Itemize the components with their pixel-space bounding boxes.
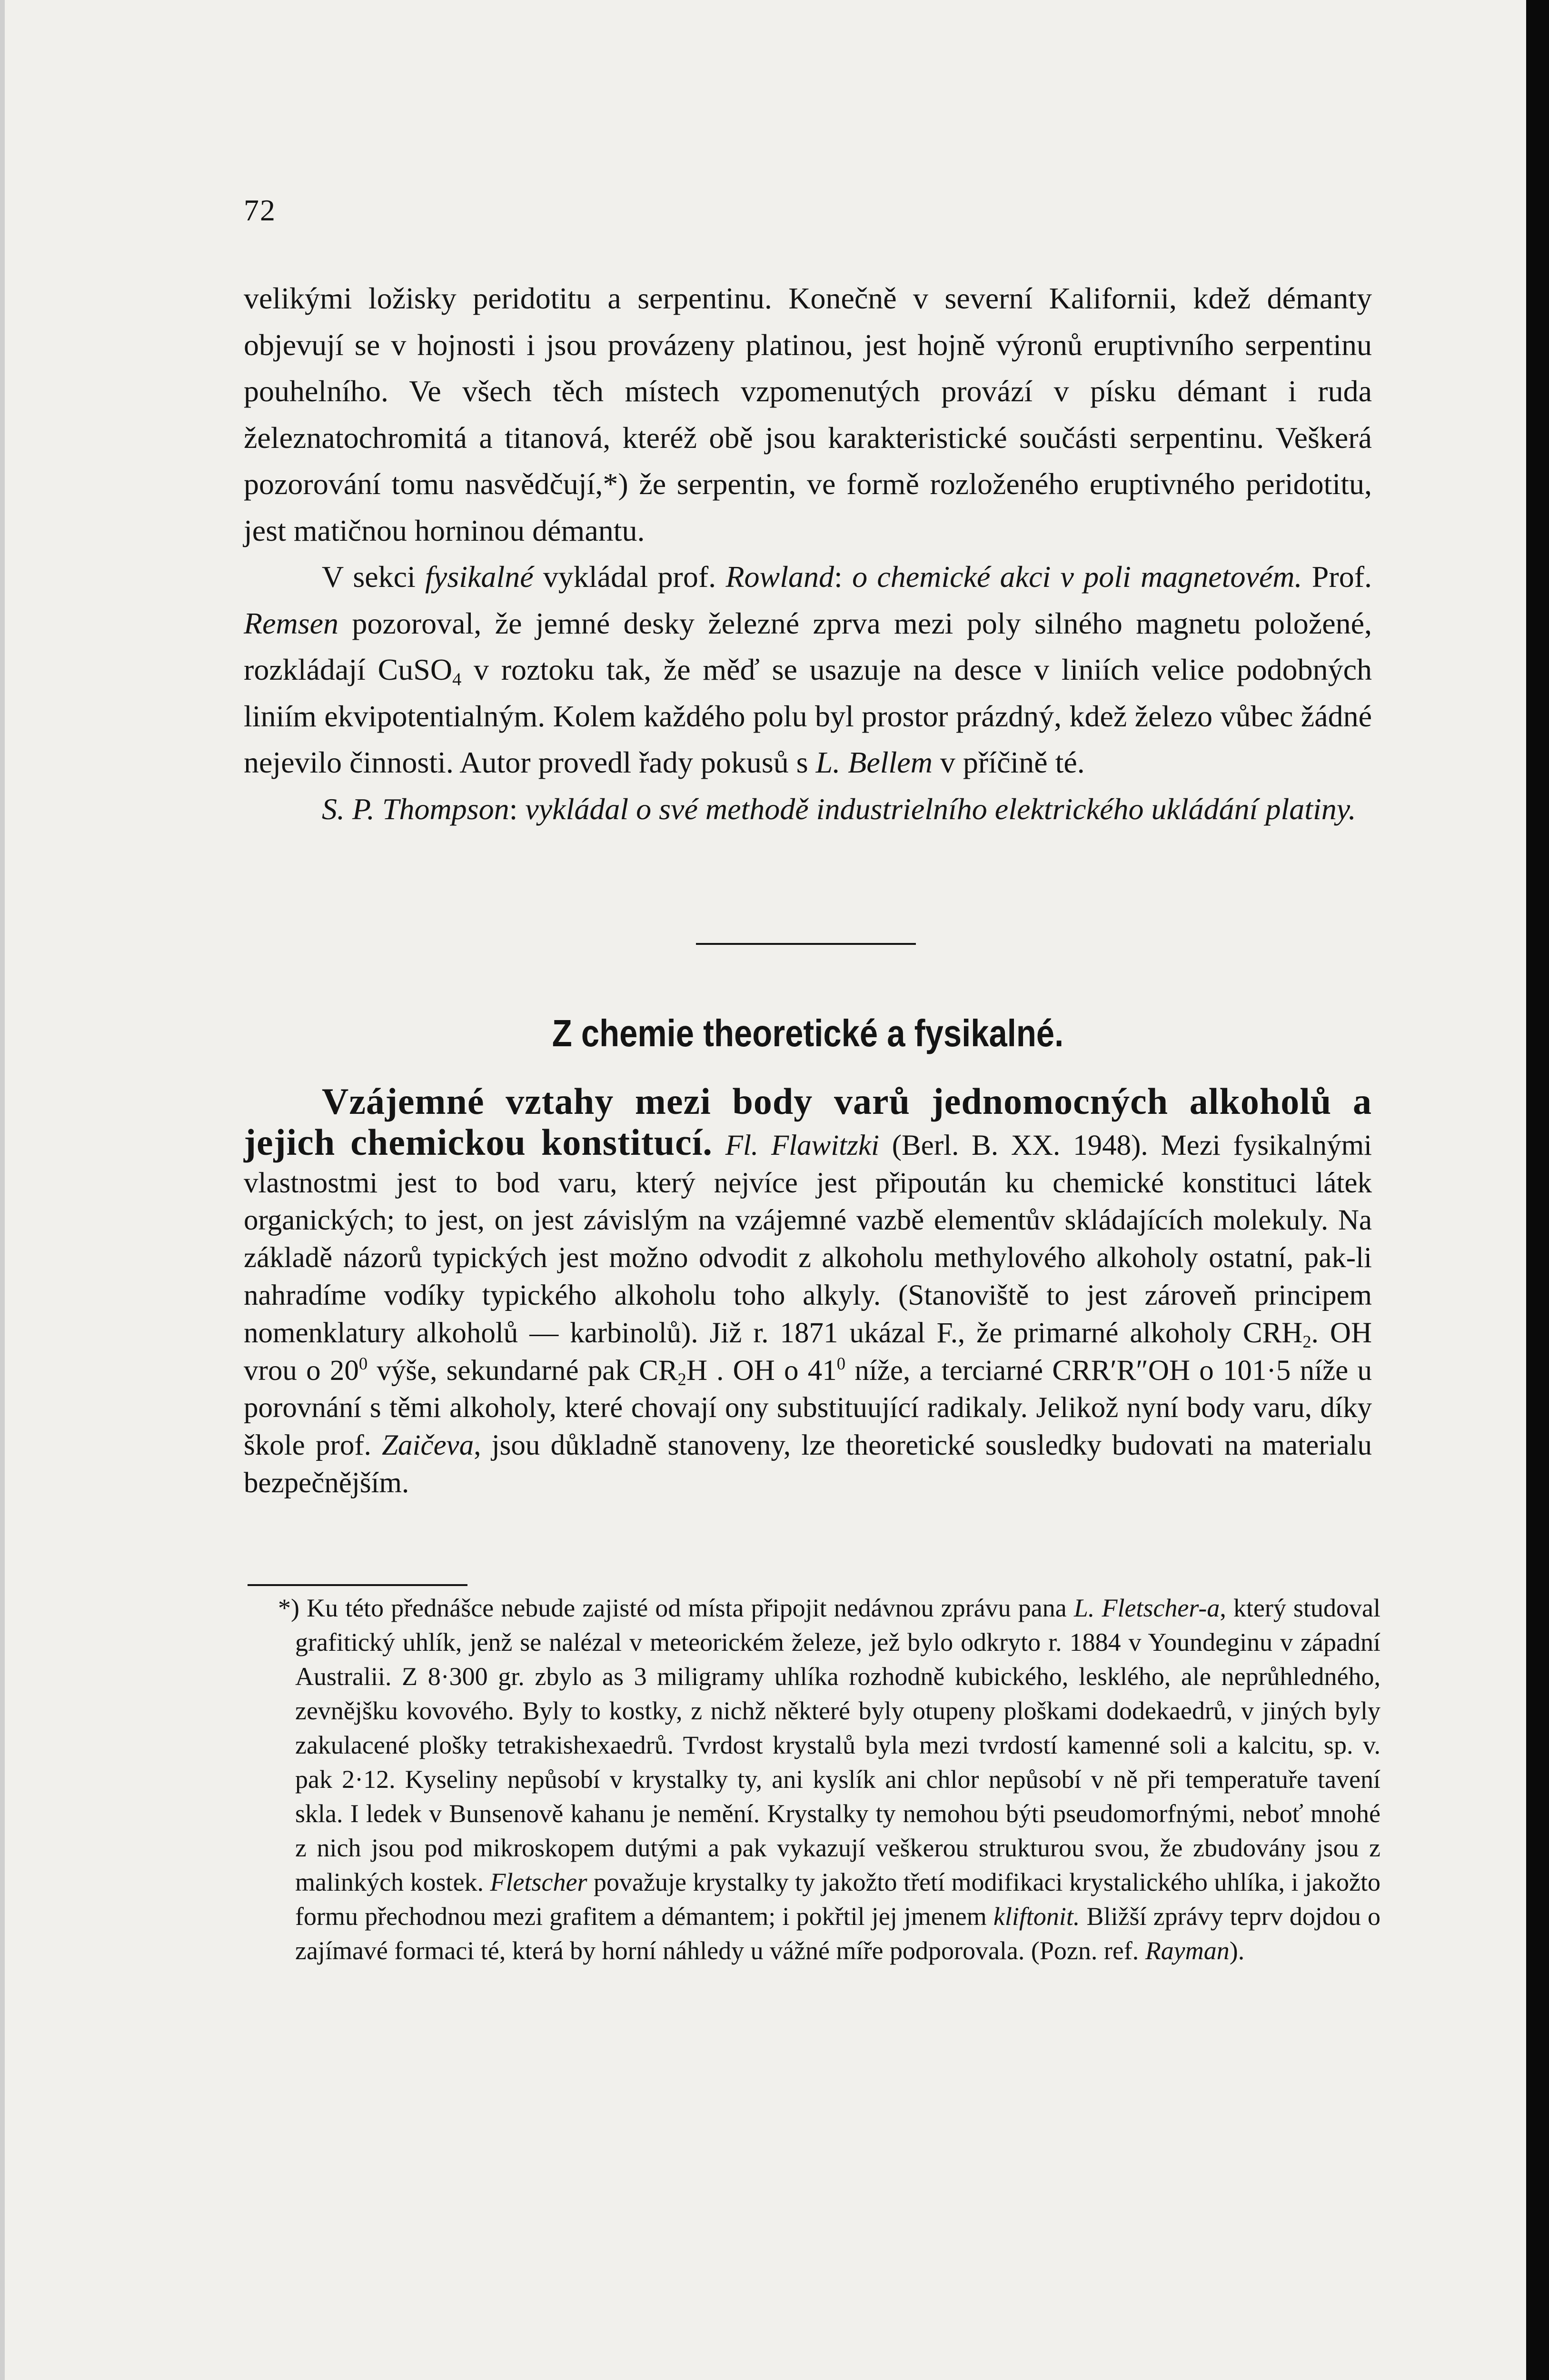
- page-number: 72: [244, 193, 276, 227]
- paragraph-serpentine: velikými ložisky peridotitu a serpentinu. Konečně v severní Kalifornii, kdež démanty objevují se v hojnosti i jsou provázeny platinou, jest hojně výronů eruptivního serpentinu pouhelního. Ve všech těch místech vzpomenutých provází v písku démant i ruda železnatochromitá a titanová, kteréž obě jsou karakteristické součásti serpentinu. Veškerá pozorování tomu nasvědčují,*) že serpentin, ve formě rozloženého eruptivného peridotitu, jest matičnou horninou démantu.: [244, 281, 1372, 547]
- paragraph-thompson: S. P. Thompson: vykládal o své methodě industrielního elektrického ukládání platiny.: [322, 792, 1356, 826]
- footnote-paragraph: *) Ku této přednášce nebude zajisté od místa připojit nedávnou zprávu pana L. Fletscher-a, který studoval grafitický uhlík, jenž se nalézal v meteorickém železe, jež bylo odkryto r. 1884 v Youndeginu v západní Australii. Z 8·300 gr. zbylo as 3 miligramy uhlíka rozhodně kubického, lesklého, ale neprůhledného, zevnějšku kovového. Byly to kostky, z nichž některé byly otupeny ploškami dodekaedrů, v jiných byly zakulacené plošky tetrakishexaedrů. Tvrdost krystalů byla mezi tvrdostí kamenné soli a kalcitu, sp. v. pak 2·12. Kyseliny nepůsobí v krystalky ty, ani kyslík ani chlor nepůsobí v ně při temperatuře tavení skla. I ledek v Bunsenově kahanu je nemění. Krystalky ty nemohou býti pseudomorfnými, neboť mnohé z nich jsou pod mikroskopem dutými a pak vykazují veškerou strukturou svou, že zbudovány jsou z malinkých kostek. Fletscher považuje krystalky ty jakožto třetí modifikaci krystalického uhlíka, i jakožto formu přechodnou mezi grafitem a démantem; i pokřtil jej jmenem kliftonit. Bližší zprávy teprv dojdou o zajímavé formaci té, která by horní náhledy u vážné míře podporovala. (Pozn. ref. Rayman).: [278, 1594, 1380, 1965]
- section-title: Z chemie theoretické a fysikalné.: [552, 1012, 1064, 1054]
- scan-edge-left: [0, 0, 5, 2380]
- entry-paragraph: Vzájemné vztahy mezi body varů jednomocných alkoholů a jejich chemickou konstitucí. Fl. Flawitzki (Berl. B. XX. 1948). Mezi fysikalnými vlastnostmi jest to bod varu, který nejvíce jest připoután ku chemické konstituci látek organických; to jest, on jest závislým na vzájemné vazbě elementův skládajících molekuly. Na základě názorů typických jest možno odvodit z alkoholu methylového alkoholy ostatní, pak-li nahradíme vodíky typického alkoholu toho alkyly. (Stanoviště to jest zároveň principem nomenklatury alkoholů — karbinolů). Již r. 1871 ukázal F., že primarné alkoholy $CRH_2$. OH vrou o $20^0$ výše, sekundarné pak $CR_2H$ . OH o $41^0$ níže, a terciarné CRR′R″OH o 101·5 níže u porovnání s těmi alkoholy, které chovají ony substituující radikaly. Jelikož nyní body varu, díky škole prof. Zaičeva, jsou důkladně stanoveny, lze theoretické sousledky budovati na materialu bezpečnějším.: [244, 1081, 1372, 1499]
- abstract-entry: [244, 1083, 1372, 1502]
- paragraph-rowland-remsen: V sekci fysikalné vykládal prof. Rowland: o chemické akci v poli magnetovém. Prof. Remsen pozoroval, že jemné desky železné zprva mezi poly silného magnetu položené, rozkládají CuSO$_4$ v roztoku tak, že měď se usazuje na desce v liniích velice podobných liniím ekvipotentialným. Kolem každého polu byl prostor prázdný, kdež železo vůbec žádné nejevilo činnosti. Autor provedl řady pokusů s L. Bellem v příčině té.: [244, 560, 1372, 779]
- section-divider: [696, 943, 916, 945]
- entry-author: Fl. Flawitzki: [725, 1129, 879, 1161]
- footnote-marker: *): [278, 1594, 299, 1622]
- scan-edge-right: [1526, 0, 1549, 2380]
- footnote: [278, 1591, 1380, 1968]
- footnote-divider: [248, 1584, 467, 1586]
- entry-title: Vzájemné vztahy mezi body varů jednomocných alkoholů a jejich chemickou konstitucí.: [244, 1081, 1372, 1163]
- article-continuation: [244, 275, 1372, 832]
